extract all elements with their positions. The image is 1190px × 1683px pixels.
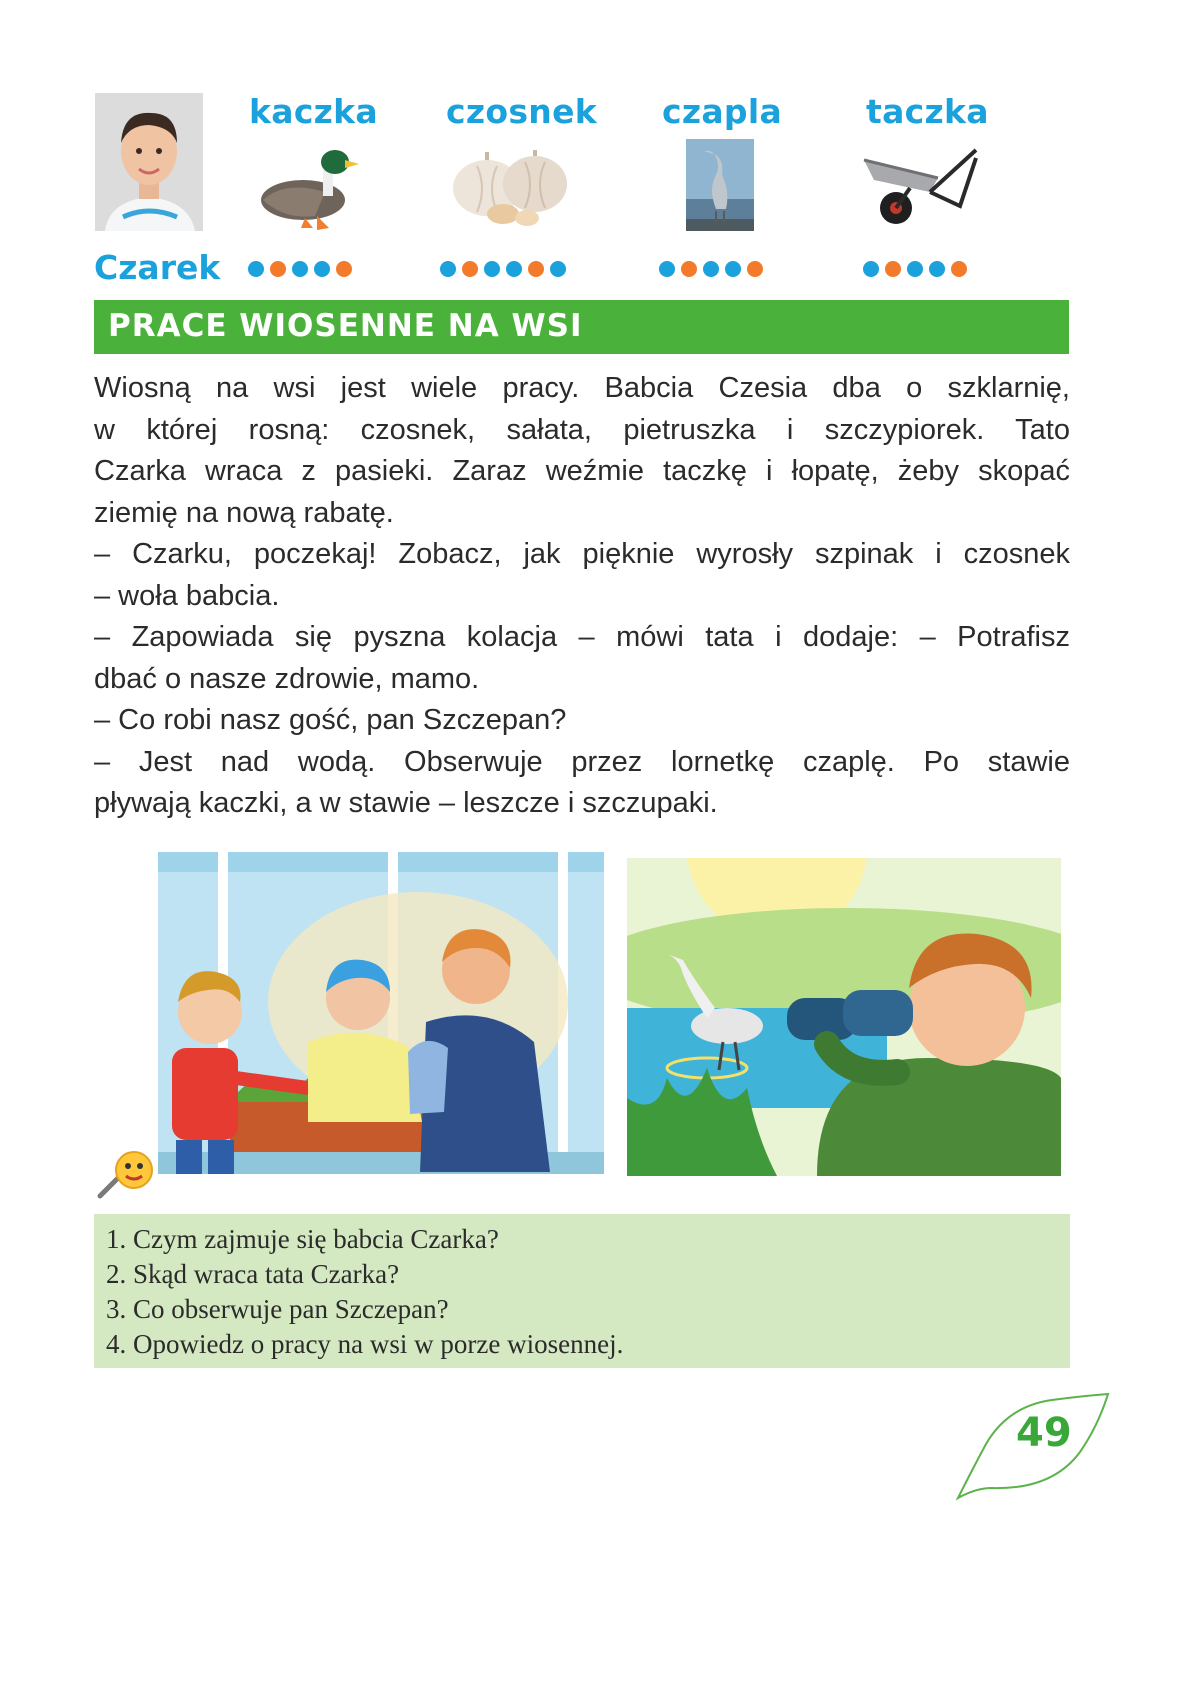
story-line: dbać o nasze zdrowie, mamo. xyxy=(94,662,480,695)
story-line: – Czarku, poczekaj! Zobacz, jak pięknie wyrosły szpinak i czosnek xyxy=(94,538,1070,570)
duck-icon xyxy=(255,140,360,232)
syllable-dots-czapla xyxy=(659,261,763,277)
story-line: – Zapowiada się pyszna kolacja – mówi tata i dodaje: – Potrafisz xyxy=(94,621,1070,653)
story-line: w której rosną: czosnek, sałata, pietruszka i szczypiorek. Tato xyxy=(94,413,1070,446)
story-line: Wiosną na wsi jest wiele pracy. Babcia Czesia dba o szklarnię, xyxy=(94,372,1070,404)
child-name: Czarek xyxy=(94,248,221,287)
syllable-dots-czosnek xyxy=(440,261,566,277)
garlic-icon xyxy=(447,148,572,228)
question-item: 3. Co obserwuje pan Szczepan? xyxy=(106,1294,449,1324)
word-czosnek: czosnek xyxy=(446,92,598,131)
birdwatching-illustration xyxy=(627,858,1061,1176)
question-item: 1. Czym zajmuje się babcia Czarka? xyxy=(106,1224,499,1254)
questions-box xyxy=(94,1214,1070,1368)
syllable-dots-kaczka xyxy=(248,261,352,277)
story-line: ziemię na nową rabatę. xyxy=(94,496,394,529)
word-taczka: taczka xyxy=(866,92,989,131)
word-czapla: czapla xyxy=(662,92,783,131)
story-line: – Co robi nasz gość, pan Szczepan? xyxy=(94,704,567,736)
greenhouse-illustration xyxy=(158,852,604,1174)
page-number: 49 xyxy=(1016,1410,1072,1456)
story-line: pływają kaczki, a w stawie – leszcze i szczupaki. xyxy=(94,787,718,819)
boy-photo xyxy=(95,93,203,231)
word-kaczka: kaczka xyxy=(249,92,378,131)
question-item: 2. Skąd wraca tata Czarka? xyxy=(106,1259,400,1289)
smiley-pointer-icon xyxy=(94,1150,156,1202)
wheelbarrow-icon xyxy=(860,144,985,232)
question-item: 4. Opowiedz o pracy na wsi w porze wiosennej. xyxy=(106,1329,624,1359)
story-text xyxy=(94,368,1070,825)
section-title: PRACE WIOSENNE NA WSI xyxy=(108,308,583,344)
story-line: – Jest nad wodą. Obserwuje przez lornetkę czaplę. Po stawie xyxy=(94,745,1070,778)
syllable-dots-taczka xyxy=(863,261,967,277)
story-line: – woła babcia. xyxy=(94,579,280,612)
heron-icon xyxy=(686,139,754,231)
story-line: Czarka wraca z pasieki. Zaraz weźmie taczkę i łopatę, żeby skopać xyxy=(94,455,1070,487)
section-title-bar xyxy=(94,300,1069,354)
